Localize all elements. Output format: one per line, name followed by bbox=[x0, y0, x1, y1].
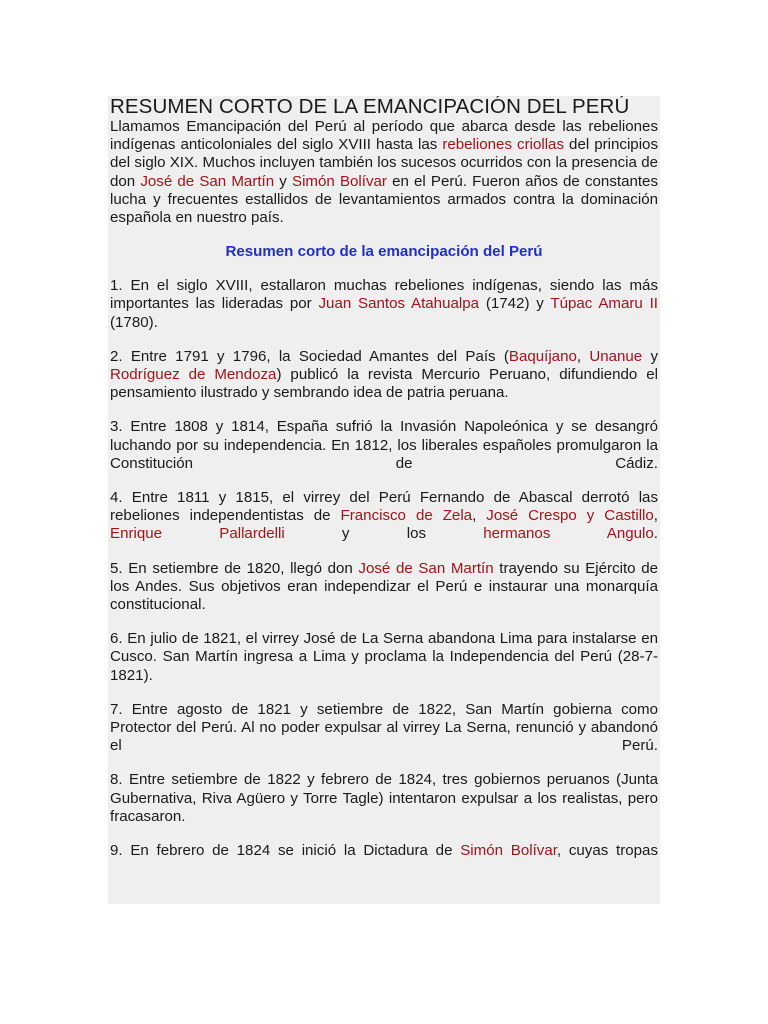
link-unanue[interactable]: Unanue bbox=[589, 347, 643, 365]
item-1-text-2: (1742) y bbox=[479, 295, 551, 313]
link-baquijano[interactable]: Baquíjano bbox=[508, 347, 577, 365]
item-4-text-2: , bbox=[472, 507, 487, 525]
item-5-text-1: 5. En setiembre de 1820, llegó don bbox=[110, 559, 359, 577]
item-1 bbox=[108, 277, 660, 332]
item-4-text-1: 4. Entre 1811 y 1815, el virrey del Perú Fernando de Abascal derrotó las rebeliones independentistas de bbox=[110, 489, 658, 525]
item-2-text-3: y bbox=[642, 347, 658, 365]
item-4-text-5: . bbox=[653, 525, 658, 543]
intro-text-1: Llamamos Emancipación del Perú al período que abarca desde las rebeliones indígenas anticoloniales del siglo XVIII hasta las bbox=[110, 118, 658, 154]
item-5 bbox=[108, 560, 660, 615]
item-9-text-1: 9. En febrero de 1824 se inició la Dictadura de bbox=[110, 842, 461, 860]
intro-paragraph bbox=[108, 118, 660, 227]
item-2 bbox=[108, 348, 660, 403]
link-simon-bolivar[interactable]: Simón Bolívar bbox=[292, 172, 387, 190]
item-4-text-4: y los bbox=[284, 525, 484, 543]
item-9-text-2: , cuyas tropas bbox=[556, 842, 658, 860]
link-francisco-de-zela[interactable]: Francisco de Zela bbox=[340, 507, 473, 525]
link-rebeliones-criollas[interactable]: rebeliones criollas bbox=[442, 136, 565, 154]
intro-text-2: del principios del siglo XIX. Muchos incluyen también los sucesos ocurridos con la presencia de don bbox=[110, 136, 658, 190]
item-4 bbox=[108, 489, 660, 544]
link-jose-de-san-martin-2[interactable]: José de San Martín bbox=[358, 559, 494, 577]
item-7-text-1: 7. Entre agosto de 1821 y setiembre de 1822, San Martín gobierna como Protector del Perú. Al no poder expulsar al virrey La Serna, renunció y abandonó el Perú. bbox=[110, 700, 658, 755]
link-tupac-amaru-ii[interactable]: Túpac Amaru II bbox=[550, 295, 658, 313]
item-7 bbox=[108, 701, 660, 756]
item-9 bbox=[108, 842, 660, 860]
link-enrique-pallardelli[interactable]: Enrique Pallardelli bbox=[110, 525, 285, 543]
item-2-text-4: ) publicó la revista Mercurio Peruano, difundiendo el pensamiento ilustrado y sembrando idea de patria peruana. bbox=[110, 366, 658, 402]
item-6 bbox=[108, 630, 660, 685]
item-1-text-1: 1. En el siglo XVIII, estallaron muchas rebeliones indígenas, siendo las más importantes las lideradas por bbox=[110, 277, 658, 313]
page-title: RESUMEN CORTO DE LA EMANCIPACIÓN DEL PERÚ bbox=[110, 96, 630, 118]
document-sheet bbox=[108, 96, 660, 904]
item-3 bbox=[108, 418, 660, 473]
item-8 bbox=[108, 771, 660, 826]
link-simon-bolivar-2[interactable]: Simón Bolívar bbox=[460, 842, 557, 860]
link-juan-santos-atahualpa[interactable]: Juan Santos Atahualpa bbox=[318, 295, 480, 313]
item-2-text-2: , bbox=[576, 347, 590, 365]
item-5-text-2: trayendo su Ejército de los Andes. Sus objetivos eran independizar el Perú e instaurar una monarquía constitucional. bbox=[110, 559, 658, 614]
item-6-text-1: 6. En julio de 1821, el virrey José de La Serna abandona Lima para instalarse en Cusco. San Martín ingresa a Lima y proclama la Independencia del Perú (28-7-1821). bbox=[110, 630, 658, 684]
link-rodriguez-de-mendoza[interactable]: Rodríguez de Mendoza bbox=[110, 366, 277, 384]
intro-text-3: y bbox=[274, 172, 292, 190]
item-2-text-1: 2. Entre 1791 y 1796, la Sociedad Amantes del País ( bbox=[110, 347, 509, 365]
section-subtitle: Resumen corto de la emancipación del Perú bbox=[225, 243, 543, 261]
item-8-text-1: 8. Entre setiembre de 1822 y febrero de 1824, tres gobiernos peruanos (Junta Gubernativa, Riva Agüero y Torre Tagle) intentaron expulsar a los realistas, pero fracasaron. bbox=[110, 771, 658, 825]
intro-text-4: en el Perú. Fueron años de constantes lucha y frecuentes estallidos de levantamientos armados contra la dominación española en nuestro país. bbox=[110, 172, 658, 227]
item-3-text-1: 3. Entre 1808 y 1814, España sufrió la Invasión Napoleónica y se desangró luchando por su independencia. En 1812, los liberales españoles promulgaron la Constitución de Cádiz. bbox=[110, 418, 658, 472]
link-jose-crespo-y-castillo[interactable]: José Crespo y Castillo bbox=[486, 507, 654, 525]
item-1-text-3: (1780). bbox=[110, 313, 158, 331]
item-4-text-3: , bbox=[653, 507, 658, 525]
link-hermanos-angulo[interactable]: hermanos Angulo bbox=[483, 525, 654, 543]
link-jose-de-san-martin[interactable]: José de San Martín bbox=[140, 172, 275, 190]
